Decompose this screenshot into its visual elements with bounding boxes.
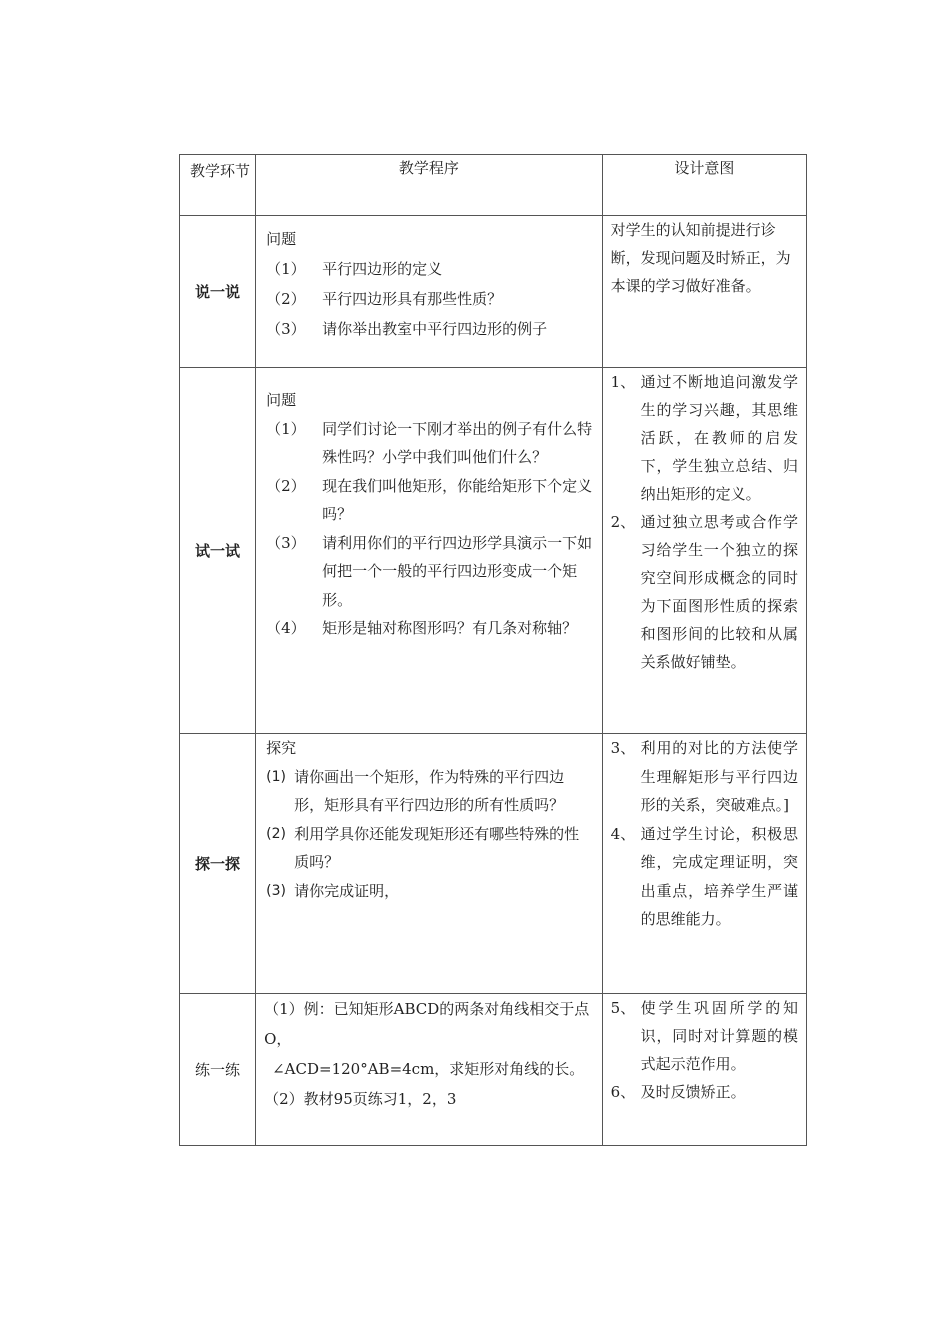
- item-text: 同学们讨论一下刚才举出的例子有什么特殊性吗？小学中我们叫他们什么？: [322, 419, 593, 466]
- item-number: （3）: [266, 533, 306, 552]
- header-intent: [602, 155, 806, 216]
- stage-label: 探一探: [195, 855, 241, 873]
- item-text: 请你画出一个矩形，作为特殊的平行四边形，矩形具有平行四边形的所有性质吗？: [294, 767, 565, 814]
- intent-cell: [602, 734, 806, 994]
- item-text: 平行四边形具有那些性质？: [322, 290, 503, 308]
- item-number: (1): [266, 768, 286, 785]
- item-text: 利用学具你还能发现矩形还有哪些特殊的性质吗？: [294, 824, 580, 871]
- header-row: [180, 155, 807, 216]
- list-item: [611, 820, 798, 934]
- procedure-line: （2）教材95页练习1，2，3: [264, 1090, 457, 1108]
- item-number: 4、: [610, 824, 636, 843]
- item-number: （1）: [266, 419, 306, 438]
- item-text: 通过独立思考或合作学习给学生一个独立的探究空间形成概念的同时为下面图形性质的探索和图形间的比较和从属关系做好铺垫。: [640, 513, 798, 671]
- table-row: [180, 216, 807, 368]
- procedure-line: （1）例：已知矩形ABCD的两条对角线相交于点O，: [264, 1000, 590, 1048]
- item-number: （1）: [266, 260, 306, 278]
- procedure-title: 问题: [266, 391, 297, 409]
- table-row: [180, 994, 807, 1146]
- item-text: 请利用你们的平行四边形学具演示一下如何把一个一般的平行四边形变成一个矩形。: [322, 533, 593, 609]
- item-text: 矩形是轴对称图形吗？有几条对称轴？: [322, 619, 578, 637]
- stage-cell: [180, 994, 256, 1146]
- header-procedure-label: 教学程序: [398, 159, 459, 177]
- table-row: [180, 368, 807, 734]
- intent-cell: [602, 994, 806, 1146]
- list-item: [266, 820, 594, 877]
- list-item: [611, 994, 798, 1078]
- item-text: 利用的对比的方法使学生理解矩形与平行四边形的关系，突破难点。]: [640, 739, 798, 814]
- procedure-title: 问题: [266, 230, 297, 248]
- list-item: [611, 1078, 798, 1106]
- list-item: [266, 763, 594, 820]
- procedure-cell: [256, 734, 603, 994]
- procedure-line: ∠ACD=120°AB=4cm，求矩形对角线的长。: [272, 1060, 585, 1078]
- list-item: [266, 614, 594, 643]
- item-text: 现在我们叫他矩形，你能给矩形下个定义吗？: [322, 476, 593, 523]
- stage-cell: [180, 216, 256, 368]
- item-text: 请你举出教室中平行四边形的例子: [322, 320, 548, 338]
- item-number: (2): [266, 825, 286, 842]
- list-item: [266, 314, 594, 344]
- stage-label: 试一试: [195, 542, 241, 560]
- list-item: [266, 877, 594, 906]
- stage-label: 说一说: [195, 283, 241, 301]
- item-text: 通过不断地追问激发学生的学习兴趣，其思维活跃，在教师的启发下，学生独立总结、归纳出矩形的定义。: [640, 373, 798, 503]
- list-item: [611, 368, 798, 508]
- list-item: [611, 734, 798, 820]
- list-item: [266, 254, 594, 284]
- item-number: 2、: [610, 513, 636, 531]
- header-intent-label: 设计意图: [674, 159, 735, 177]
- item-text: 使学生巩固所学的知识，同时对计算题的模式起示范作用。: [640, 999, 798, 1073]
- list-item: [611, 508, 798, 676]
- procedure-title: 探究: [266, 739, 297, 757]
- item-number: 1、: [610, 373, 636, 391]
- item-number: （2）: [266, 476, 306, 495]
- item-text: 平行四边形的定义: [322, 260, 443, 278]
- item-text: 请你完成证明，: [294, 881, 400, 900]
- lesson-plan-table: [179, 154, 807, 1146]
- procedure-cell: [256, 216, 603, 368]
- intent-cell: [602, 368, 806, 734]
- procedure-cell: [256, 994, 603, 1146]
- item-text: 通过学生讨论，积极思维，完成定理证明，突出重点，培养学生严谨的思维能力。: [640, 824, 798, 928]
- list-item: [266, 284, 594, 314]
- table-row: [180, 734, 807, 994]
- item-number: （4）: [266, 619, 306, 637]
- stage-label: 练一练: [195, 1061, 241, 1079]
- procedure-cell: [256, 368, 603, 734]
- item-number: 6、: [610, 1083, 636, 1101]
- header-procedure: [256, 155, 603, 216]
- item-number: （3）: [266, 320, 306, 338]
- header-stage: [180, 155, 256, 216]
- intent-cell: [602, 216, 806, 368]
- item-number: 3、: [610, 739, 636, 757]
- item-number: （2）: [266, 290, 306, 308]
- intent-text: 对学生的认知前提进行诊断，发现问题及时矫正，为本课的学习做好准备。: [610, 221, 791, 295]
- item-number: (3): [266, 882, 286, 899]
- stage-cell: [180, 368, 256, 734]
- list-item: [266, 415, 594, 472]
- list-item: [266, 529, 594, 615]
- item-text: 及时反馈矫正。: [640, 1083, 746, 1101]
- stage-cell: [180, 734, 256, 994]
- header-stage-label: 教学环节: [190, 162, 251, 180]
- item-number: 5、: [610, 999, 636, 1017]
- list-item: [266, 472, 594, 529]
